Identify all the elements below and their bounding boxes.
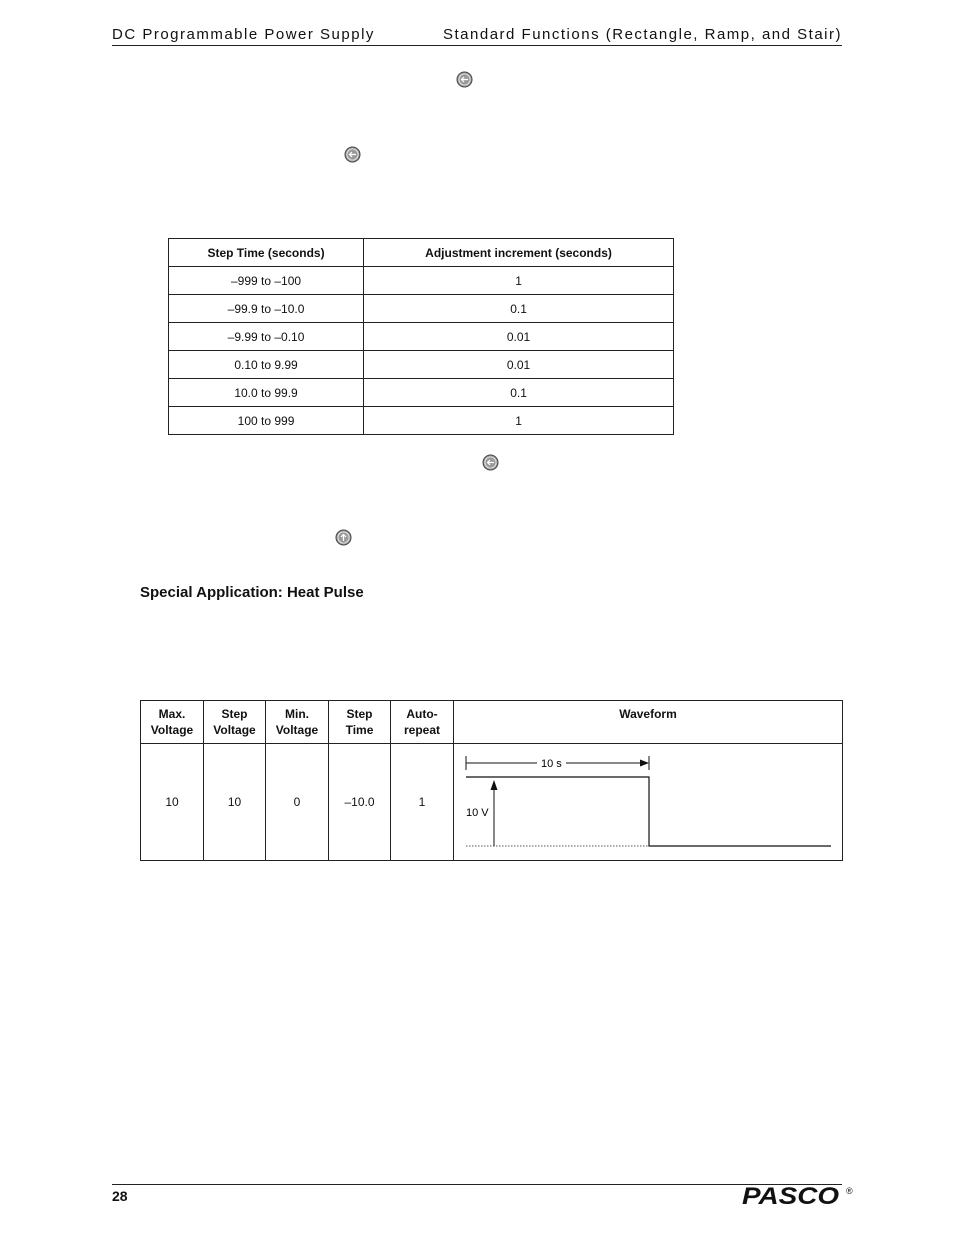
step-time-range: 0.10 to 9.99 — [169, 351, 364, 379]
left-arrow-button-icon — [456, 71, 473, 88]
column-header: Adjustment increment (seconds) — [364, 239, 674, 267]
step-time-increment-table — [168, 238, 674, 435]
step-time-range: 100 to 999 — [169, 407, 364, 435]
table-row — [141, 744, 843, 861]
voltage-label: 10 V — [466, 807, 489, 819]
adjustment-increment: 1 — [364, 407, 674, 435]
adjustment-increment: 0.1 — [364, 379, 674, 407]
header-section-title: Standard Functions (Rectangle, Ramp, and Stair) — [443, 26, 842, 43]
min-voltage-value: 0 — [266, 744, 329, 861]
step-time-range: –99.9 to –10.0 — [169, 295, 364, 323]
step-voltage-value: 10 — [204, 744, 266, 861]
header-line: Auto- — [406, 707, 438, 721]
page-header — [112, 25, 842, 46]
adjustment-increment: 1 — [364, 267, 674, 295]
header-line: Time — [345, 723, 374, 737]
table-row — [169, 379, 674, 407]
auto-repeat-value: 1 — [391, 744, 454, 861]
up-arrow-button-icon — [335, 529, 352, 546]
step-time-value: –10.0 — [329, 744, 391, 861]
step-time-range: –9.99 to –0.10 — [169, 323, 364, 351]
waveform-cell — [454, 744, 843, 861]
header-line: Voltage — [150, 723, 194, 737]
column-header-waveform: Waveform — [454, 701, 843, 744]
max-voltage-value: 10 — [141, 744, 204, 861]
header-line: Voltage — [213, 723, 256, 737]
header-manual-title: DC Programmable Power Supply — [112, 26, 375, 43]
adjustment-increment: 0.01 — [364, 351, 674, 379]
time-label: 10 s — [541, 758, 562, 770]
heat-pulse-waveform — [454, 744, 842, 860]
waveform-pulse — [466, 777, 831, 846]
header-line: Step — [346, 707, 373, 721]
table-row — [169, 323, 674, 351]
logo-text: PASCO — [742, 1184, 840, 1208]
left-arrow-button-icon — [344, 146, 361, 163]
table-row — [169, 267, 674, 295]
table-row — [169, 295, 674, 323]
column-header-step-time — [329, 701, 391, 744]
header-line: Step — [221, 707, 248, 721]
page-footer-rule — [112, 1184, 842, 1185]
registered-mark: ® — [846, 1186, 853, 1196]
step-time-range: 10.0 to 99.9 — [169, 379, 364, 407]
adjustment-increment: 0.01 — [364, 323, 674, 351]
voltage-arrowhead — [491, 780, 498, 790]
table-row — [169, 407, 674, 435]
table-header-row — [141, 701, 843, 744]
table-header-row — [169, 239, 674, 267]
column-header-auto-repeat — [391, 701, 454, 744]
heat-pulse-table — [140, 700, 843, 861]
header-line: Max. — [158, 707, 186, 721]
adjustment-increment: 0.1 — [364, 295, 674, 323]
step-time-range: –999 to –100 — [169, 267, 364, 295]
column-header-max-voltage — [141, 701, 204, 744]
header-line: Voltage — [275, 723, 319, 737]
pasco-logo — [741, 1184, 841, 1208]
time-arrowhead — [640, 760, 649, 767]
column-header-step-voltage — [204, 701, 266, 744]
left-arrow-button-icon — [482, 454, 499, 471]
page-number: 28 — [112, 1188, 128, 1204]
column-header-min-voltage — [266, 701, 329, 744]
header-line: Min. — [285, 707, 309, 721]
section-title: Special Application: Heat Pulse — [140, 584, 364, 601]
column-header: Step Time (seconds) — [169, 239, 364, 267]
header-line: repeat — [403, 723, 441, 737]
table-row — [169, 351, 674, 379]
